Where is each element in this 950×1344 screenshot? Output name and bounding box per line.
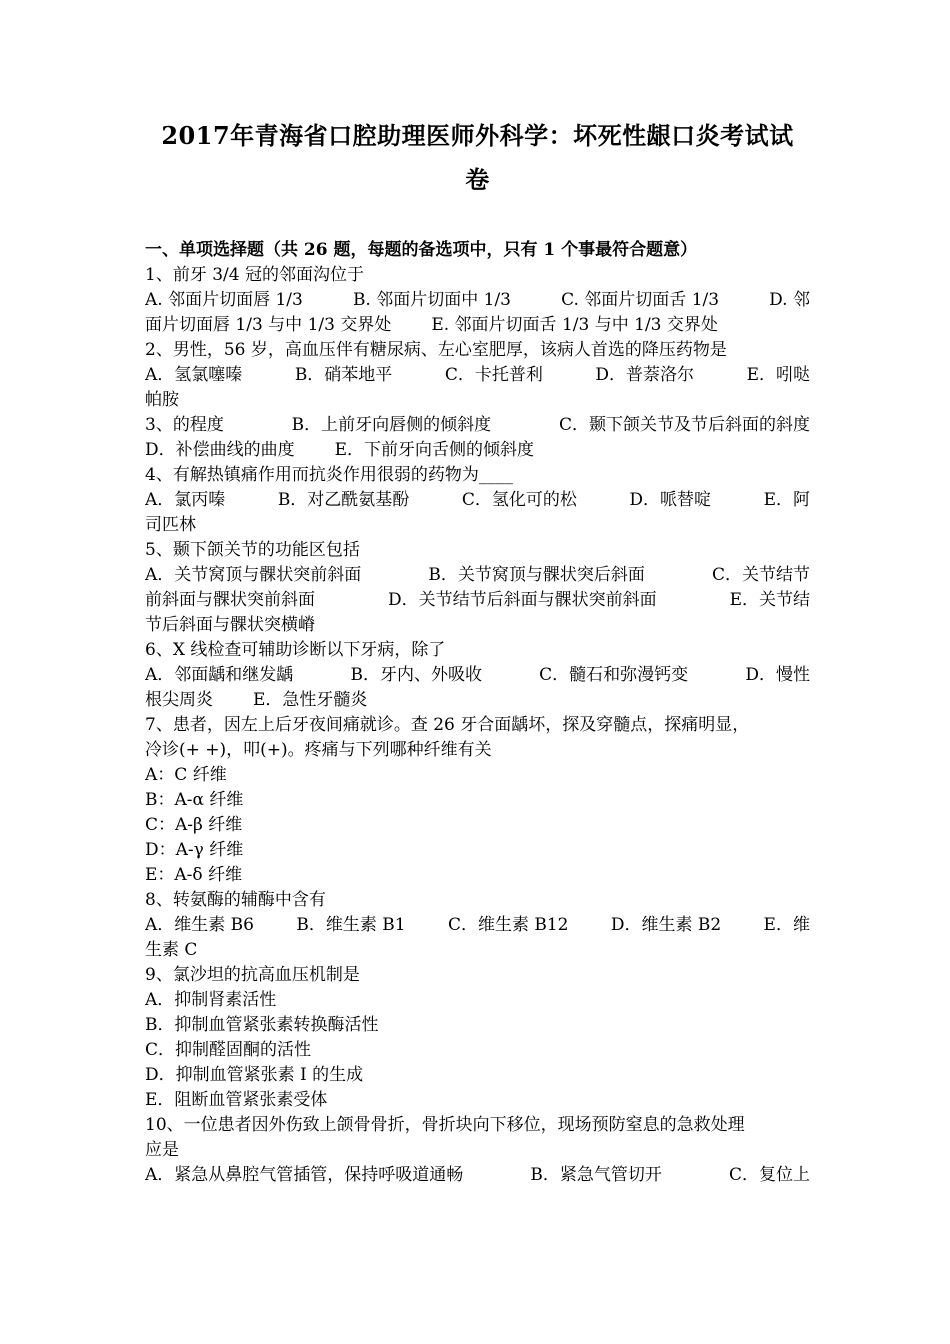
question-9-stem: 9、氯沙坦的抗高血压机制是 <box>145 965 360 985</box>
option: D．补偿曲线的曲度 <box>145 440 295 460</box>
option: C．氢化可的松 <box>461 490 577 510</box>
option: A．氢氯噻嗪 <box>145 365 243 385</box>
option: E．维 <box>763 915 810 935</box>
option: E．急性牙髓炎 <box>253 690 368 710</box>
title-line-1: 2017年青海省口腔助理医师外科学：坏死性龈口炎考试试 <box>161 121 794 150</box>
question-9-option-b: B．抑制血管紧张素转换酶活性 <box>145 1015 379 1035</box>
question-7-option-a: A：C 纤维 <box>145 765 227 785</box>
question-5-options-line-2 <box>145 588 810 613</box>
section-heading: 一、单项选择题（共 26 题，每题的备选项中，只有 1 个事最符合题意） <box>145 240 698 260</box>
option: C．颞下颌关节及节后斜面的斜度 <box>558 415 810 435</box>
option: B．维生素 B1 <box>296 915 406 935</box>
title-line-2: 卷 <box>465 165 490 194</box>
question-5-options-line-3: 节后斜面与髁状突横嵴 <box>145 615 315 635</box>
option: E．关节结 <box>729 590 810 610</box>
option: E．下前牙向舌侧的倾斜度 <box>334 440 535 460</box>
option: B．对乙酰氨基酚 <box>277 490 410 510</box>
option: B．紧急气管切开 <box>530 1165 662 1185</box>
question-8-options-line-2: 生素 C <box>145 940 198 960</box>
option: 根尖周炎 <box>145 690 213 710</box>
option: A．关节窝顶与髁状突前斜面 <box>145 565 362 585</box>
question-6-stem: 6、X 线检查可辅助诊断以下牙病，除了 <box>145 640 446 660</box>
question-2-stem: 2、男性，56 岁，高血压伴有糖尿病、左心室肥厚，该病人首选的降压药物是 <box>145 340 727 360</box>
question-1-options-line-1 <box>145 288 810 313</box>
option: A．邻面龋和继发龋 <box>145 665 294 685</box>
question-1-stem: 1、前牙 3/4 冠的邻面沟位于 <box>145 265 364 285</box>
option: D．关节结节后斜面与髁状突前斜面 <box>387 590 657 610</box>
question-6-options-line-1 <box>145 663 810 688</box>
option: 前斜面与髁状突前斜面 <box>145 590 315 610</box>
question-10-options-line-1 <box>145 1163 810 1188</box>
question-3-options-line-1 <box>145 413 810 438</box>
option: C．维生素 B12 <box>447 915 569 935</box>
option: C. 邻面片切面舌 1/3 <box>561 290 720 310</box>
question-5-options-line-1 <box>145 563 810 588</box>
option: E．吲哒 <box>746 365 810 385</box>
question-9-option-a: A．抑制肾素活性 <box>145 990 277 1010</box>
option: A．氯丙嗪 <box>145 490 226 510</box>
question-7-option-c: C：A-β 纤维 <box>145 815 243 835</box>
question-4-options-line-1 <box>145 488 810 513</box>
question-2-options-line-1 <box>145 363 810 388</box>
option: D．慢性 <box>745 665 810 685</box>
question-9-option-c: C．抑制醛固酮的活性 <box>145 1040 312 1060</box>
option: B．上前牙向唇侧的倾斜度 <box>291 415 492 435</box>
option: A．紧急从鼻腔气管插管，保持呼吸道通畅 <box>145 1165 464 1185</box>
question-7-stem-line-1: 7、患者，因左上后牙夜间痛就诊。查 26 牙合面龋坏，探及穿髓点，探痛明显， <box>145 715 750 735</box>
option: D．哌替啶 <box>629 490 712 510</box>
question-7-stem-line-2: 冷诊(+ +)，叩(+)。疼痛与下列哪种纤维有关 <box>145 740 492 760</box>
question-list <box>145 238 810 1188</box>
option: C．卡托普利 <box>444 365 543 385</box>
document-page <box>145 0 810 1188</box>
option: D．维生素 B2 <box>610 915 722 935</box>
option: B. 邻面片切面中 1/3 <box>352 290 512 310</box>
option: E．阿 <box>763 490 810 510</box>
option: B．关节窝顶与髁状突后斜面 <box>428 565 645 585</box>
option: C．复位上 <box>728 1165 810 1185</box>
question-10-stem-line-2: 应是 <box>145 1140 179 1160</box>
question-3-stem: 3、的程度 <box>145 415 224 435</box>
question-1-options-line-2 <box>145 313 810 338</box>
option: D．普萘洛尔 <box>595 365 695 385</box>
document-title <box>145 0 810 202</box>
option: D. 邻 <box>769 290 810 310</box>
option: B．牙内、外吸收 <box>350 665 482 685</box>
option: E. 邻面片切面舌 1/3 与中 1/3 交界处 <box>431 315 718 335</box>
option: A．维生素 B6 <box>145 915 254 935</box>
question-9-option-e: E．阻断血管紧张素受体 <box>145 1090 328 1110</box>
question-6-options-line-2 <box>145 688 810 713</box>
option: B．硝苯地平 <box>294 365 393 385</box>
question-7-option-d: D：A-γ 纤维 <box>145 840 244 860</box>
question-4-options-line-2: 司匹林 <box>145 515 196 535</box>
question-2-options-line-2: 帕胺 <box>145 390 179 410</box>
option: 面片切面唇 1/3 与中 1/3 交界处 <box>145 315 392 335</box>
option: C．关节结节 <box>711 565 810 585</box>
question-8-options-line-1 <box>145 913 810 938</box>
question-10-stem-line-1: 10、一位患者因外伤致上颌骨骨折，骨折块向下移位，现场预防窒息的急救处理 <box>145 1115 745 1135</box>
question-4-stem: 4、有解热镇痛作用而抗炎作用很弱的药物为____ <box>145 465 513 485</box>
question-7-option-b: B：A-α 纤维 <box>145 790 244 810</box>
question-9-option-d: D．抑制血管紧张素 I 的生成 <box>145 1065 364 1085</box>
question-8-stem: 8、转氨酶的辅酶中含有 <box>145 890 326 910</box>
question-7-option-e: E：A-δ 纤维 <box>145 865 243 885</box>
question-3-options-line-2 <box>145 438 810 463</box>
question-5-stem: 5、颞下颌关节的功能区包括 <box>145 540 360 560</box>
option: C．髓石和弥漫钙变 <box>539 665 689 685</box>
option: A. 邻面片切面唇 1/3 <box>145 290 303 310</box>
